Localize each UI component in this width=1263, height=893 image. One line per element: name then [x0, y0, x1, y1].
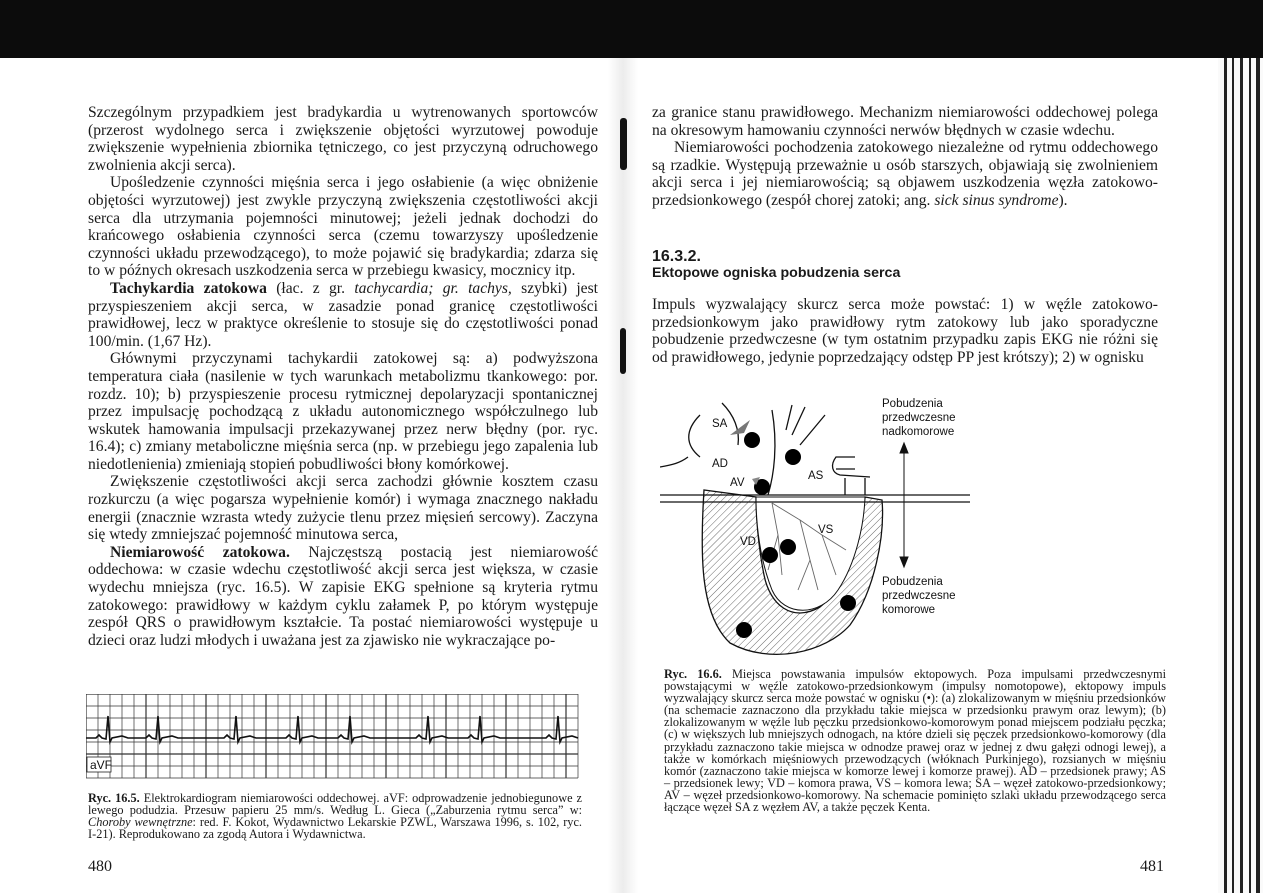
ecg-figure — [86, 694, 582, 786]
page-number: 481 — [1140, 858, 1164, 875]
figure-caption: Ryc. 16.5. Elektrokardiogram niemiarowości oddechowej. aVF: odprowadzenie jednobiegunowe z lewego podudzia. Przesuw papieru 25 mm/s. Według L. Gieca („Zaburzenia rytmu serca” w: Choroby wewnętrzne: red. F. Kokot, Wydawnictwo Lekarskie PZWL, Warszawa 1996, s. 102, ryc. I-21). Reprodukowano za zgodą Autora i Wydawnictwa. — [88, 791, 582, 842]
label-vd: VD — [740, 536, 756, 548]
label-ventricular: komorowe — [882, 604, 936, 616]
heart-diagram — [660, 385, 980, 665]
label-supraventricular: przedwczesne — [882, 412, 956, 424]
page-edge — [1218, 58, 1263, 893]
label-ad: AD — [712, 458, 728, 470]
paragraph: Szczególnym przypadkiem jest bradykardia u wytrenowanych sportowców (przerost wydolnego serca i zwiększenie objętości wyrzutowej powoduje zwiększenie wypełnienia zbiornika tętniczego, co jest przyczyną odruchowego zwolnienia akcji serca). — [88, 104, 598, 174]
label-supraventricular: nadkomorowe — [882, 426, 955, 438]
ecg-lead-label: aVF — [90, 758, 113, 772]
paragraph: Zwiększenie częstotliwości akcji serca zachodzi głównie kosztem czasu rozkurczu (a więc pogarsza wypełnienie komór) i wymaga znacznego nakładu energii (znacznie wzrasta wtedy zużycie tlenu przez mięsień sercowy). Zaczyna się wtedy zmniejszać pojemność minutowa serca, — [88, 473, 598, 544]
label-as: AS — [808, 470, 824, 482]
label-vs: VS — [818, 524, 834, 536]
paragraph: Impuls wyzwalający skurcz serca może powstać: 1) w węźle zatokowo-przedsionkowym jako prawidłowy rytm zatokowy lub jako sporadyczne pobudzenie przedwczesne (w tym ostatnim przypadku zapis EKG nie różni się od prawidłowego, jedynie poprzedzający odstęp PP jest krótszy); 2) w ognisku — [652, 296, 1158, 366]
paragraph: Upośledzenie czynności mięśnia serca i jego osłabienie (a więc obniżenie objętości wyrzutowej) jest zwykle przyczyną zwiększenia częstotliwości akcji serca dla utrzymania pojemności minutowej; jeżeli jednak dochodzi do krańcowego osłabienia czynności serca (czemu towarzyszy upośledzenie czynności układu przewodzącego), to może pojawić się bradykardia; zdarza się to w późnych okresach uszkodzenia serca w przebiegu kwasicy, mocznicy itp. — [88, 174, 598, 280]
right-page-text — [652, 296, 1158, 366]
section-number: 16.3.2. — [652, 248, 701, 265]
ecg-trace — [86, 716, 578, 742]
paragraph: Tachykardia zatokowa (łac. z gr. tachycardia; gr. tachys, szybki) jest przyspieszeniem akcji serca, w zasadzie ponad granicę częstotliwości prawidłowej, lecz w praktyce określenie to stosuje się do częstotliwości ponad 100/min. (1,67 Hz). — [88, 279, 599, 350]
book-gutter — [608, 58, 638, 893]
label-ventricular: Pobudzenia — [882, 576, 943, 588]
sa-node — [730, 420, 750, 435]
label-av: AV — [730, 477, 745, 489]
paragraph: Niemiarowość zatokowa. Najczęstszą postacią jest niemiarowość oddechowa: w czasie wdechu częstotliwość akcji serca jest większa, w czasie wydechu mniejsza (ryc. 16.5). W zapisie EKG spełnione są kryteria rytmu zatokowego: prawidłowy w każdym cyklu załamek P, po którym występuje zespół QRS o prawidłowym kształcie. Ta postać niemiarowości występuje u dzieci oraz ludzi młodych i uważana jest za zjawisko nie wykraczające po- — [88, 543, 598, 649]
page-number: 480 — [88, 858, 112, 875]
paragraph: Niemiarowości pochodzenia zatokowego niezależne od rytmu oddechowego są rzadkie. Występują przeważnie u osób starszych, objawiają się zwolnieniem akcji serca i jej niemiarowością; są objawem uszkodzenia węzła zatokowo-przedsionkowego (zespół chorej zatoki; ang. sick sinus syndrome). — [652, 139, 1158, 209]
paragraph: za granice stanu prawidłowego. Mechanizm niemiarowości oddechowej polega na okresowym hamowaniu czynności nerwów błędnych w czasie wdechu. — [652, 104, 1158, 139]
paragraph: Głównymi przyczynami tachykardii zatokowej są: a) podwyższona temperatura ciała (nasilenie w tych warunkach metabolizmu tkankowego: por. rozdz. 10); b) przyspieszenie procesu rytmicznej depolaryzacji spontanicznej przez impulsację pochodzącą z układu autonomicznego współczulnego lub wskutek hamowania impulsacji przekazywanej przez nerw błędny (por. ryc. 16.4); c) zmiany metaboliczne mięśnia serca (np. w przebiegu jego zapalenia lub niedotlenienia) zmieniają stopień pobudliwości błony komórkowej. — [88, 350, 598, 473]
right-page-text — [652, 104, 1158, 210]
scan-top-band — [0, 0, 1263, 58]
figure-caption: Ryc. 16.6. Miejsca powstawania impulsów ektopowych. Poza impulsami przedwczesnymi powstającymi w węźle zatokowo-przedsionkowym (impulsy nomotopowe), ektopowy impuls wyzwalający skurcz serca może powstać w ognisku (•): (a) zlokalizowanym w mięśniu przedsionków (na schemacie zaznaczono dla przykładu takie miejsca w przedsionku prawym oraz lewym); (b) zlokalizowanym w węźle lub pęczku przedsionkowo-komorowym ponad miejscem podziału pęczka; (c) w większych lub mniejszych odnogach, na które dzieli się pęczek przedsionkowo-komorowy (dla przykładu zaznaczono takie miejsca w odnodze prawej oraz w jednej z dwu gałęzi odnogi lewej), a także w komórkach mięśniowych przewodzących (włóknach Purkinjego), rozsianych w mięśniu komór (zaznaczono takie miejsca w komorze lewej i komorze prawej). AD – przedsionek prawy; AS – przedsionek lewy; VD – komora prawa, VS – komora lewa; SA – węzeł zatokowo-przedsionkowy; AV – węzeł przedsionkowo-komorowy. Na schemacie pominięto szlaki układu przewodzącego serca łączące węzeł SA z węzłem AV, a także pęczek Kenta. — [664, 667, 1167, 815]
scan-mark — [620, 328, 626, 374]
label-sa: SA — [712, 418, 728, 430]
section-title: Ektopowe ogniska pobudzenia serca — [652, 265, 901, 281]
left-page-text — [88, 104, 598, 649]
scan-mark — [620, 118, 627, 170]
label-ventricular: przedwczesne — [882, 590, 956, 602]
label-supraventricular: Pobudzenia — [882, 398, 943, 410]
